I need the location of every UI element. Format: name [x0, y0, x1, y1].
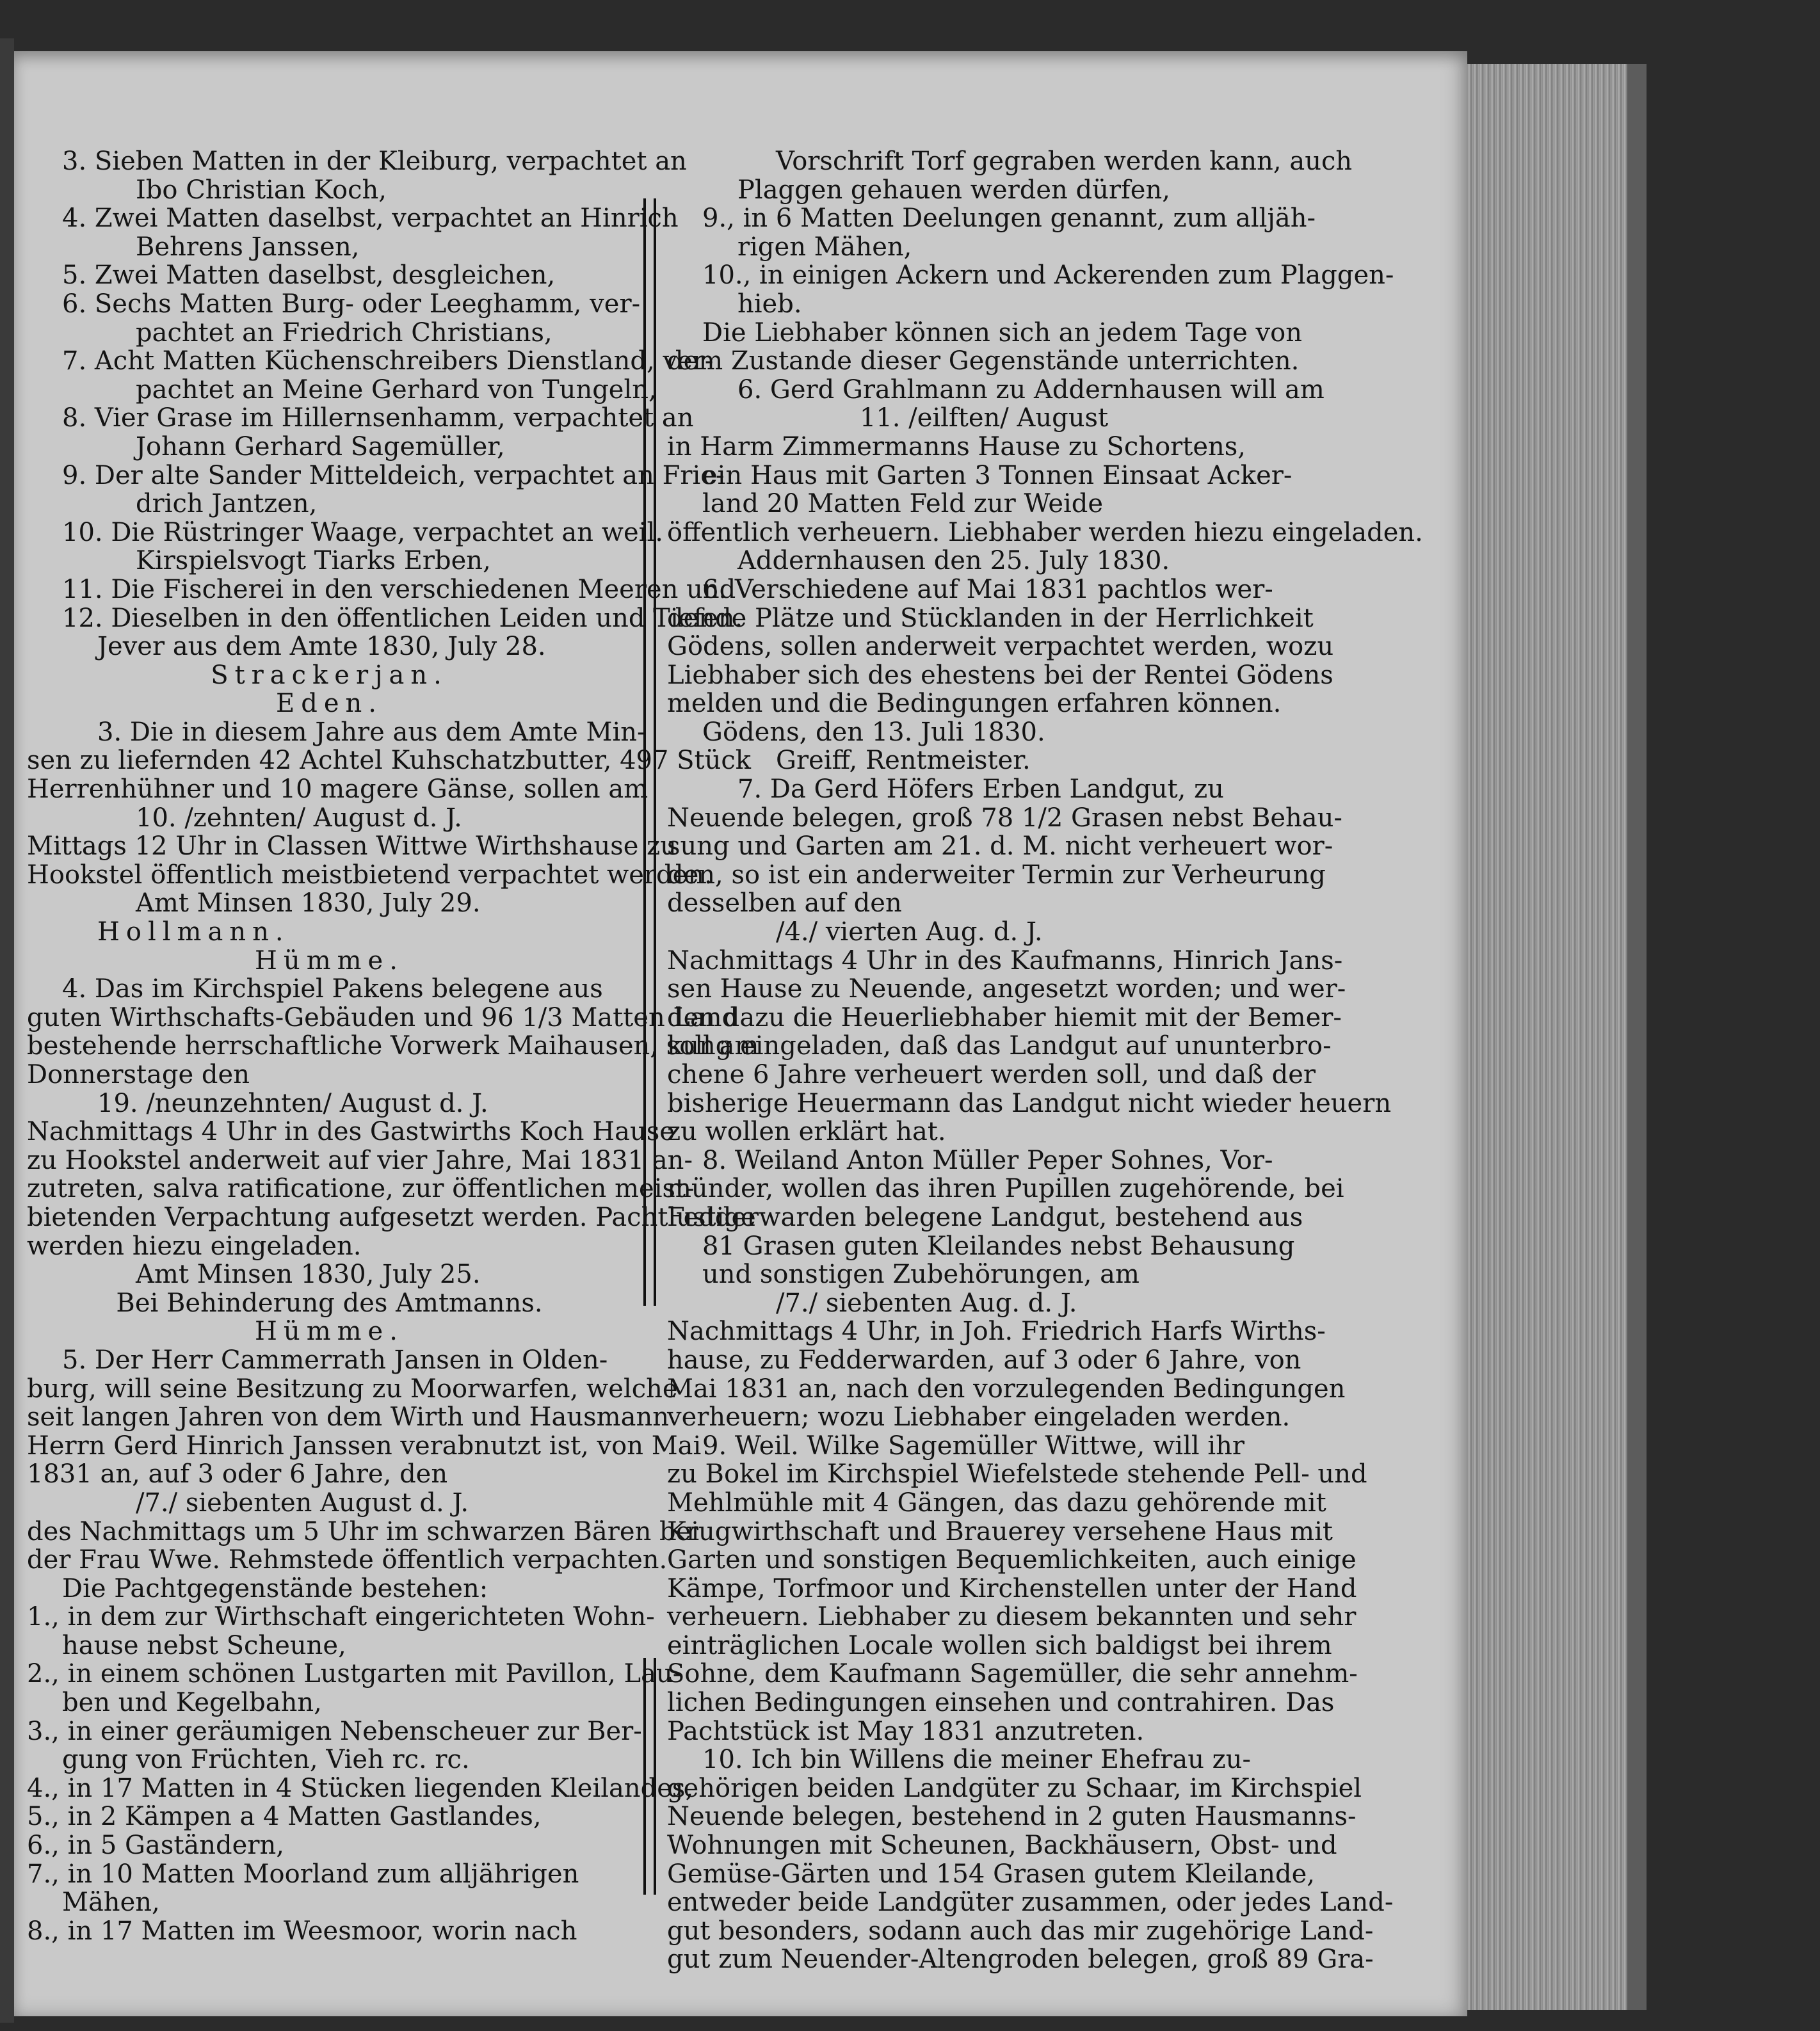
text-line: dem Zustande dieser Gegenstände unterrichten.: [667, 346, 1300, 376]
text-line: Nachmittags 4 Uhr in des Kaufmanns, Hinrich Jans-: [667, 945, 1343, 975]
list-item: rigen Mähen,: [737, 232, 912, 262]
text-line: seit langen Jahren von dem Wirth und Hausmann: [27, 1402, 669, 1433]
text-line: melden und die Bedingungen erfahren können.: [667, 689, 1282, 719]
text-line: Amt Minsen 1830, July 29.: [136, 888, 481, 919]
text-line: sung und Garten am 21. d. M. nicht verheuert wor-: [667, 831, 1333, 862]
text-line: Gödens, sollen anderweit verpachtet werden, wozu: [667, 632, 1334, 662]
text-line: 10. Die Rüstringer Waage, verpachtet an weil.: [62, 517, 663, 547]
text-line: pachtet an Meine Gerhard von Tungeln,: [136, 374, 657, 405]
text-line: 7. Da Gerd Höfers Erben Landgut, zu: [737, 775, 1224, 805]
text-line: Pachtstück ist May 1831 anzutreten.: [667, 1716, 1145, 1746]
column-divider: [643, 198, 656, 1306]
text-line: Jever aus dem Amte 1830, July 28.: [97, 632, 546, 662]
text-line: 3. Sieben Matten in der Kleiburg, verpachtet an: [62, 147, 687, 176]
text-line: Behrens Janssen,: [136, 232, 360, 262]
text-line: Amt Minsen 1830, July 25.: [136, 1260, 481, 1290]
list-item: hause nebst Scheune,: [62, 1630, 346, 1660]
text-line: 8. Vier Grase im Hillernsenhamm, verpachtet an: [62, 403, 694, 433]
text-line: desselben auf den: [667, 888, 902, 919]
text-line: land 20 Matten Feld zur Weide: [702, 489, 1104, 519]
text-line: bietenden Verpachtung aufgesetzt werden. Pachtlustige: [27, 1202, 756, 1232]
text-line: 9. Weil. Wilke Sagemüller Wittwe, will ihr: [702, 1431, 1245, 1461]
text-line: verheuern. Liebhaber zu diesem bekannten und sehr: [667, 1602, 1357, 1632]
text-line: Kirspielsvogt Tiarks Erben,: [136, 546, 491, 576]
text-line: Vorschrift Torf gegraben werden kann, auch: [776, 147, 1353, 176]
text-line: den dazu die Heuerliebhaber hiemit mit der Bemer-: [667, 1002, 1342, 1032]
text-line: zutreten, salva ratificatione, zur öffentlichen meist-: [27, 1174, 695, 1204]
text-line: öffentlich verheuern. Liebhaber werden hiezu eingeladen.: [667, 517, 1423, 547]
text-line: verheuern; wozu Liebhaber eingeladen werden.: [667, 1402, 1291, 1433]
text-line: 8. Weiland Anton Müller Peper Sohnes, Vor-: [702, 1145, 1273, 1175]
date-line: 11. /eilften/ August: [859, 403, 1109, 433]
text-line: Neuende belegen, bestehend in 2 guten Hausmanns-: [667, 1802, 1357, 1832]
right-column: [667, 147, 1423, 1975]
list-item: 5., in 2 Kämpen a 4 Matten Gastlandes,: [27, 1802, 542, 1832]
text-line: werden hiezu eingeladen.: [27, 1231, 362, 1261]
text-line: Herrenhühner und 10 magere Gänse, sollen am: [27, 775, 648, 805]
text-line: 1831 an, auf 3 oder 6 Jahre, den: [27, 1459, 448, 1489]
list-item: ben und Kegelbahn,: [62, 1688, 322, 1718]
list-item: 10., in einigen Ackern und Ackerenden zum Plaggen-: [702, 261, 1394, 291]
text-line: 6. Sechs Matten Burg- oder Leeghamm, ver-: [62, 289, 641, 319]
text-line: 5. Zwei Matten daselbst, desgleichen,: [62, 261, 556, 291]
text-line: Krugwirthschaft und Brauerey versehene Haus mit: [667, 1516, 1333, 1546]
list-item: gung von Früchten, Vieh rc. rc.: [62, 1745, 470, 1775]
column-divider: [643, 1658, 656, 1895]
text-line: münder, wollen das ihren Pupillen zugehörende, bei: [667, 1174, 1344, 1204]
text-line: Mittags 12 Uhr in Classen Wittwe Wirthshause zu: [27, 831, 677, 862]
text-line: gut besonders, sodann auch das mir zugehörige Land-: [667, 1916, 1374, 1946]
text-line: kung eingeladen, daß das Landgut auf ununterbro-: [667, 1031, 1332, 1061]
text-line: Gemüse-Gärten und 154 Grasen gutem Kleilande,: [667, 1859, 1315, 1889]
list-item: 4., in 17 Matten in 4 Stücken liegenden Kleilandes,: [27, 1773, 694, 1803]
text-line: Die Liebhaber können sich an jedem Tage von: [702, 317, 1302, 348]
list-item: 3., in einer geräumigen Nebenscheuer zur Ber-: [27, 1716, 642, 1746]
text-line: Ibo Christian Koch,: [136, 175, 387, 205]
signature-line: Strackerjan.: [211, 660, 448, 690]
text-line: Wohnungen mit Scheunen, Backhäusern, Obst- und: [667, 1831, 1337, 1861]
page-edges: [1467, 64, 1627, 2010]
text-line: sen Hause zu Neuende, angesetzt worden; und wer-: [667, 974, 1346, 1004]
list-item: 6., in 5 Gaständern,: [27, 1831, 284, 1861]
book-spine: [0, 38, 14, 2023]
text-line: den, so ist ein anderweiter Termin zur Verheurung: [667, 860, 1326, 890]
text-line: Liebhaber sich des ehestens bei der Rentei Gödens: [667, 660, 1333, 690]
text-line: 4. Zwei Matten daselbst, verpachtet an Hinrich: [62, 204, 679, 234]
text-line: einträglichen Locale wollen sich baldigst bei ihrem: [667, 1630, 1332, 1660]
text-line: entweder beide Landgüter zusammen, oder jedes Land-: [667, 1888, 1394, 1918]
text-line: chene 6 Jahre verheuert werden soll, und daß der: [667, 1060, 1316, 1089]
text-line: lichen Bedingungen einsehen und contrahiren. Das: [667, 1688, 1335, 1718]
text-line: Garten und sonstigen Bequemlichkeiten, auch einige: [667, 1545, 1357, 1575]
text-line: 7. Acht Matten Küchenschreibers Dienstland, ver-: [62, 346, 714, 376]
text-line: 4. Das im Kirchspiel Pakens belegene aus: [62, 974, 603, 1004]
text-line: Fedderwarden belegene Landgut, bestehend aus: [667, 1202, 1303, 1232]
text-line: Nachmittags 4 Uhr in des Gastwirths Koch Hause: [27, 1117, 675, 1147]
left-column: [27, 147, 759, 1946]
section-heading: Eden.: [276, 689, 383, 719]
text-line: bestehende herrschaftliche Vorwerk Maihausen, soll am: [27, 1031, 759, 1061]
text-line: burg, will seine Besitzung zu Moorwarfen, welche: [27, 1374, 678, 1404]
text-line: Johann Gerhard Sagemüller,: [136, 431, 505, 462]
text-line: 12. Dieselben in den öffentlichen Leiden und Tiefen.: [62, 603, 743, 633]
text-line: sen zu liefernden 42 Achtel Kuhschatzbutter, 497 Stück: [27, 746, 752, 776]
text-line: Neuende belegen, groß 78 1/2 Grasen nebst Behau-: [667, 803, 1342, 833]
text-line: 6. Verschiedene auf Mai 1831 pachtlos wer-: [702, 574, 1273, 604]
text-line: in Harm Zimmermanns Hause zu Schortens,: [667, 431, 1246, 462]
date-line: 19. /neunzehnten/ August d. J.: [97, 1088, 488, 1118]
list-item: hieb.: [737, 289, 802, 319]
signature-line: Hollmann.: [97, 917, 290, 947]
list-item: 1., in dem zur Wirthschaft eingerichteten Wohn-: [27, 1602, 655, 1632]
text-line: Nachmittags 4 Uhr, in Joh. Friedrich Harfs Wirths-: [667, 1317, 1326, 1347]
text-line: 11. Die Fischerei in den verschiedenen Meeren und: [62, 574, 736, 604]
book-page: [14, 51, 1467, 2016]
text-line: des Nachmittags um 5 Uhr im schwarzen Bären bei: [27, 1516, 700, 1546]
list-item: 8., in 17 Matten im Weesmoor, worin nach: [27, 1916, 577, 1946]
text-line: gehörigen beiden Landgüter zu Schaar, im Kirchspiel: [667, 1773, 1362, 1803]
text-line: 6. Gerd Grahlmann zu Addernhausen will am: [737, 374, 1325, 405]
text-line: 10. Ich bin Willens die meiner Ehefrau zu-: [702, 1745, 1252, 1775]
list-item: 2., in einem schönen Lustgarten mit Pavillon, Lau-: [27, 1659, 682, 1689]
text-line: 3. Die in diesem Jahre aus dem Amte Min-: [97, 717, 646, 747]
text-line: und sonstigen Zubehörungen, am: [702, 1260, 1140, 1290]
text-line: Donnerstage den: [27, 1060, 250, 1089]
signature-line: Hümme.: [255, 1317, 404, 1347]
text-line: ein Haus mit Garten 3 Tonnen Einsaat Acker-: [702, 460, 1293, 490]
text-line: Mai 1831 an, nach den vorzulegenden Bedingungen: [667, 1374, 1346, 1404]
text-line: 5. Der Herr Cammerrath Jansen in Olden-: [62, 1345, 608, 1375]
text-line: 9. Der alte Sander Mitteldeich, verpachtet an Frie-: [62, 460, 725, 490]
text-line: dende Plätze und Stücklanden in der Herrlichkeit: [667, 603, 1314, 633]
date-line: 10. /zehnten/ August d. J.: [136, 803, 462, 833]
text-line: Sohne, dem Kaufmann Sagemüller, die sehr annehm-: [667, 1659, 1358, 1689]
text-line: der Frau Wwe. Rehmstede öffentlich verpachten.: [27, 1545, 668, 1575]
list-item: 9., in 6 Matten Deelungen genannt, zum alljäh-: [702, 204, 1316, 234]
text-line: Herrn Gerd Hinrich Janssen verabnutzt ist, von Mai: [27, 1431, 702, 1461]
text-line: gut zum Neuender-Altengroden belegen, groß 89 Gra-: [667, 1945, 1374, 1975]
date-line: /4./ vierten Aug. d. J.: [776, 917, 1043, 947]
text-line: hause, zu Fedderwarden, auf 3 oder 6 Jahre, von: [667, 1345, 1301, 1375]
text-line: Plaggen gehauen werden dürfen,: [737, 175, 1170, 205]
text-line: zu Hookstel anderweit auf vier Jahre, Mai 1831 an-: [27, 1145, 693, 1175]
text-line: Die Pachtgegenstände bestehen:: [62, 1573, 488, 1603]
date-line: Gödens, den 13. Juli 1830.: [702, 717, 1045, 747]
text-line: drich Jantzen,: [136, 489, 318, 519]
text-line: 81 Grasen guten Kleilandes nebst Behausung: [702, 1231, 1295, 1261]
text-line: Kämpe, Torfmoor und Kirchenstellen unter der Hand: [667, 1573, 1357, 1603]
date-line: /7./ siebenten Aug. d. J.: [776, 1288, 1077, 1318]
text-line: Hookstel öffentlich meistbietend verpachtet werden.: [27, 860, 713, 890]
text-line: zu wollen erklärt hat.: [667, 1117, 946, 1147]
date-line: /7./ siebenten August d. J.: [136, 1488, 469, 1518]
text-line: zu Bokel im Kirchspiel Wiefelstede stehende Pell- und: [667, 1459, 1367, 1489]
text-line: guten Wirthschafts-Gebäuden und 96 1/3 Matten Land: [27, 1002, 739, 1032]
section-heading: Hümme.: [255, 945, 404, 975]
signature-line: Greiff, Rentmeister.: [776, 746, 1031, 776]
text-line: Bei Behinderung des Amtmanns.: [116, 1288, 543, 1318]
text-line: Mehlmühle mit 4 Gängen, das dazu gehörende mit: [667, 1488, 1326, 1518]
text-line: pachtet an Friedrich Christians,: [136, 317, 552, 348]
text-line: bisherige Heuermann das Landgut nicht wieder heuern: [667, 1088, 1392, 1118]
list-item: Mähen,: [62, 1888, 160, 1918]
list-item: 7., in 10 Matten Moorland zum alljährigen: [27, 1859, 579, 1889]
date-line: Addernhausen den 25. July 1830.: [737, 546, 1170, 576]
